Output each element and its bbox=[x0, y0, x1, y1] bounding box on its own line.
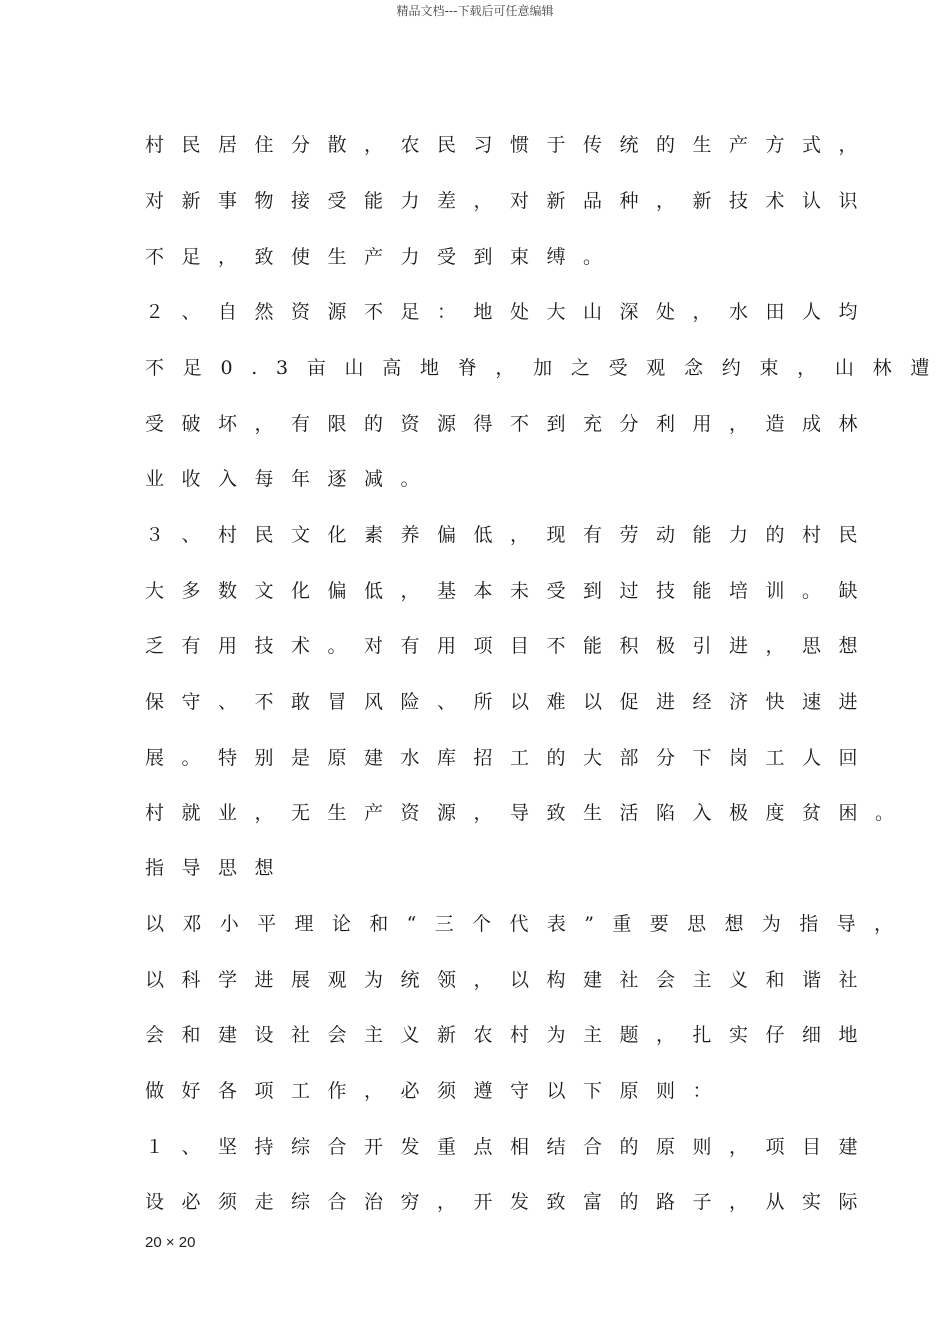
text-line: ３、村民文化素养偏低，现有劳动能力的村民 bbox=[145, 524, 876, 546]
text-line: ２、自然资源不足：地处大山深处，水田人均 bbox=[145, 301, 876, 323]
page-header: 精品文档---下载后可任意编辑 bbox=[396, 4, 554, 18]
text-line: 大多数文化偏低，基本未受到过技能培训。缺 bbox=[145, 580, 876, 602]
text-line: １、坚持综合开发重点相结合的原则，项目建 bbox=[145, 1136, 876, 1158]
text-line: 村民居住分散，农民习惯于传统的生产方式， bbox=[145, 134, 876, 156]
text-line: 以邓小平理论和“三个代表”重要思想为指导， bbox=[145, 913, 912, 935]
text-line: 对新事物接受能力差，对新品种，新技术认识 bbox=[145, 190, 876, 212]
text-line: 设必须走综合治穷，开发致富的路子，从实际 bbox=[145, 1191, 876, 1213]
text-line: 村就业，无生产资源，导致生活陷入极度贫困。 bbox=[145, 802, 912, 824]
text-line: 乏有用技术。对有用项目不能积极引进，思想 bbox=[145, 635, 876, 657]
text-line: 不足，致使生产力受到束缚。 bbox=[145, 246, 620, 268]
text-line: 业收入每年逐减。 bbox=[145, 468, 438, 490]
text-line: 受破坏，有限的资源得不到充分利用，造成林 bbox=[145, 413, 876, 435]
section-heading: 指导思想 bbox=[145, 857, 292, 879]
page-footer: 20 × 20 bbox=[145, 1234, 196, 1251]
text-line: 不足0.3亩山高地脊，加之受观念约束，山林遭 bbox=[145, 357, 949, 379]
text-line: 保守、不敢冒风险、所以难以促进经济快速进 bbox=[145, 691, 876, 713]
text-line: 做好各项工作，必须遵守以下原则： bbox=[145, 1080, 730, 1102]
text-line: 展。特别是原建水库招工的大部分下岗工人回 bbox=[145, 747, 876, 769]
text-line: 以科学进展观为统领，以构建社会主义和谐社 bbox=[145, 969, 876, 991]
text-line: 会和建设社会主义新农村为主题，扎实仔细地 bbox=[145, 1024, 876, 1046]
